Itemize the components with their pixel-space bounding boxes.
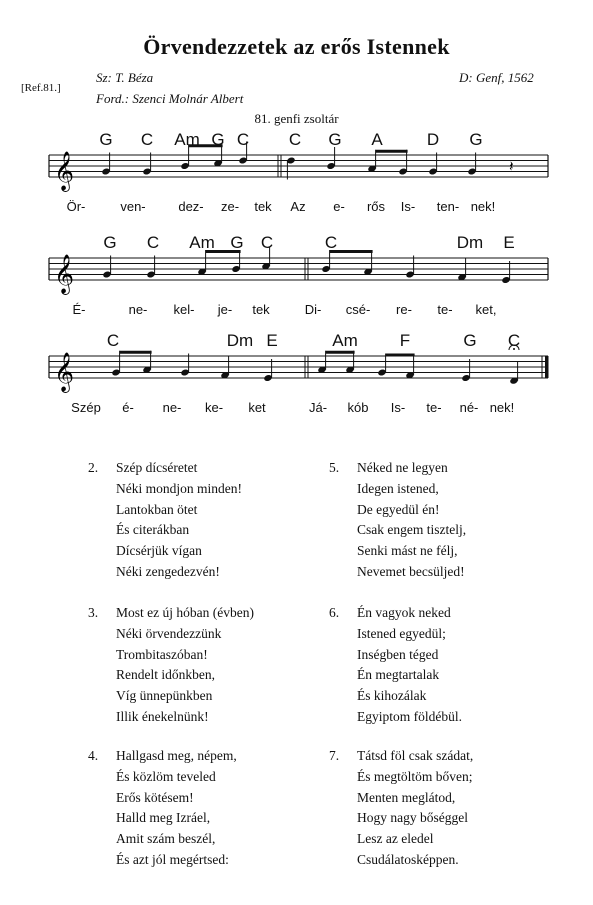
staff-system [49, 331, 549, 415]
chord-label: Dm [456, 233, 484, 252]
verse-number: 3. [88, 605, 99, 620]
lyric-syllable: Is- [390, 400, 406, 415]
verse-number: 7. [329, 748, 340, 763]
verse-line: És citerákban [116, 522, 190, 538]
verse-line: Istened egyedül; [357, 625, 446, 641]
lyric-syllable: ven- [120, 199, 146, 214]
quarter-rest-icon: 𝄽 [509, 157, 514, 176]
lyric-syllable: Is- [400, 199, 416, 214]
lyric-syllable: kel- [173, 302, 195, 317]
chord-label: E [503, 233, 515, 252]
chord-label: A [371, 130, 383, 149]
lyric-syllable: tek [254, 199, 272, 214]
chord-label: G [463, 331, 477, 350]
chord-label: C [106, 331, 120, 350]
verse-line: Most ez új hóban (évben) [116, 605, 254, 620]
chord-label: C [146, 233, 160, 252]
lyric-syllable: ket [248, 400, 266, 415]
lyric-syllable: nek! [470, 199, 496, 214]
beam [120, 351, 152, 354]
lyric-syllable: Já- [308, 400, 328, 415]
chord-label: C [288, 130, 302, 149]
chord-label: Dm [226, 331, 254, 350]
lyric-syllable: ne- [162, 400, 182, 415]
verse-line: Lesz az eledel [357, 831, 434, 847]
verse-number: 4. [88, 748, 99, 763]
lyric-syllable: ke- [204, 400, 224, 415]
lyric-syllable: Szép [71, 400, 101, 415]
chord-label: F [399, 331, 411, 350]
lyric-syllable: né- [459, 400, 479, 415]
lyric-syllable: e- [333, 199, 345, 214]
verse-line: Trombitaszóban! [116, 646, 208, 662]
chord-label: G [99, 130, 113, 149]
psalm-label: 81. genfi zsoltár [254, 111, 339, 126]
verse-line: Egyiptom földébül. [357, 709, 462, 724]
chord-label: G [230, 233, 244, 252]
verse-line: Én megtartalak [357, 667, 440, 683]
verse-line: Én vagyok neked [357, 605, 451, 620]
verse-line: Csak engem tisztelj, [357, 522, 467, 538]
chord-label: Am [189, 233, 215, 252]
song-title: Örvendezzetek az erős Istennek [143, 34, 450, 59]
beam [376, 150, 408, 153]
beam [386, 354, 415, 357]
verse-line: Hogy nagy bőséggel [357, 810, 468, 826]
chord-label: G [103, 233, 117, 252]
verse-line: Tátsd föl csak szádat, [357, 748, 474, 763]
verse-number: 2. [88, 460, 99, 475]
lyric-syllable: csé- [345, 302, 371, 317]
verse-line: Víg ünnepünkben [116, 688, 213, 704]
verse-line: Amit szám beszél, [116, 831, 216, 847]
verse-line: És megtöltöm bőven; [357, 768, 473, 784]
lyric-syllable: tek [252, 302, 270, 317]
chord-label: C [236, 130, 250, 149]
verse-line: Menten meglátod, [357, 789, 456, 805]
reference-number: [Ref.81.] [21, 82, 61, 94]
verse-line: Szép dícséretet [116, 460, 198, 475]
translator-credit: Ford.: Szenci Molnár Albert [96, 91, 244, 106]
music-score [0, 0, 593, 430]
verse-line: Dícsérjük vígan [116, 543, 202, 559]
chord-label: E [266, 331, 278, 350]
verse-line: Rendelt időnkben, [116, 667, 215, 683]
verse-line: Hallgasd meg, népem, [116, 748, 237, 763]
staff-system [49, 130, 548, 214]
verse-line: Inségben téged [357, 646, 439, 662]
lyric-syllable: ten- [436, 199, 460, 214]
lyric-syllable: nek! [489, 400, 515, 415]
lyricist-credit: Sz: T. Béza [96, 70, 154, 85]
staff-system [49, 233, 548, 317]
verse-line: Néki mondjon minden! [116, 480, 242, 496]
melody-credit: D: Genf, 1562 [459, 70, 534, 85]
lyric-syllable: dez- [178, 199, 204, 214]
verse-line: Lantokban ötet [116, 501, 198, 517]
chord-label: D [426, 130, 440, 149]
verse-line: És közlöm teveled [116, 768, 216, 784]
verse-number: 5. [329, 460, 340, 475]
verse-line: Halld meg Izráel, [116, 810, 211, 826]
chord-label: Am [174, 130, 200, 149]
lyric-syllable: ne- [128, 302, 148, 317]
lyric-syllable: é- [122, 400, 134, 415]
beam [326, 351, 355, 354]
lyric-syllable: te- [437, 302, 453, 317]
lyric-syllable: ket, [475, 302, 497, 317]
verse-line: Senki mást ne félj, [357, 543, 458, 559]
final-barline-thick [545, 356, 549, 378]
chord-label: C [507, 331, 521, 350]
lyric-syllable: ze- [220, 199, 240, 214]
verse-line: De egyedül én! [357, 501, 440, 517]
chord-label: C [140, 130, 154, 149]
verse-line: Néki zengedezvén! [116, 564, 220, 579]
treble-clef-icon: 𝄞 [54, 151, 75, 191]
chord-label: C [324, 233, 338, 252]
chord-label: G [469, 130, 483, 149]
verse-line: És azt jól megértsed: [116, 852, 229, 867]
lyric-syllable: kób [347, 400, 369, 415]
lyric-syllable: re- [396, 302, 412, 317]
verse-line: Csudálatosképpen. [357, 852, 459, 867]
lyric-syllable: je- [217, 302, 233, 317]
chord-label: G [211, 130, 225, 149]
verse-line: Illik énekelnünk! [116, 709, 209, 724]
verse-line: Erős kötésem! [116, 789, 194, 805]
verse-line: Néki örvendezzünk [116, 625, 222, 641]
lyric-syllable: rős [366, 199, 386, 214]
lyric-syllable: te- [426, 400, 442, 415]
verse-number: 6. [329, 605, 340, 620]
verse-line: Néked ne legyen [357, 460, 448, 475]
verse-line: Nevemet becsüljed! [357, 564, 465, 579]
chord-label: C [260, 233, 274, 252]
chord-label: Am [332, 331, 358, 350]
verse-line: És kihozálak [357, 688, 427, 704]
lyric-syllable: Az [290, 199, 306, 214]
verse-line: Idegen istened, [357, 480, 439, 496]
lyric-syllable: Di- [304, 302, 322, 317]
lyric-syllable: É- [72, 302, 86, 317]
lyric-syllable: Ör- [66, 199, 86, 214]
chord-label: G [328, 130, 342, 149]
treble-clef-icon: 𝄞 [54, 352, 75, 392]
treble-clef-icon: 𝄞 [54, 254, 75, 294]
